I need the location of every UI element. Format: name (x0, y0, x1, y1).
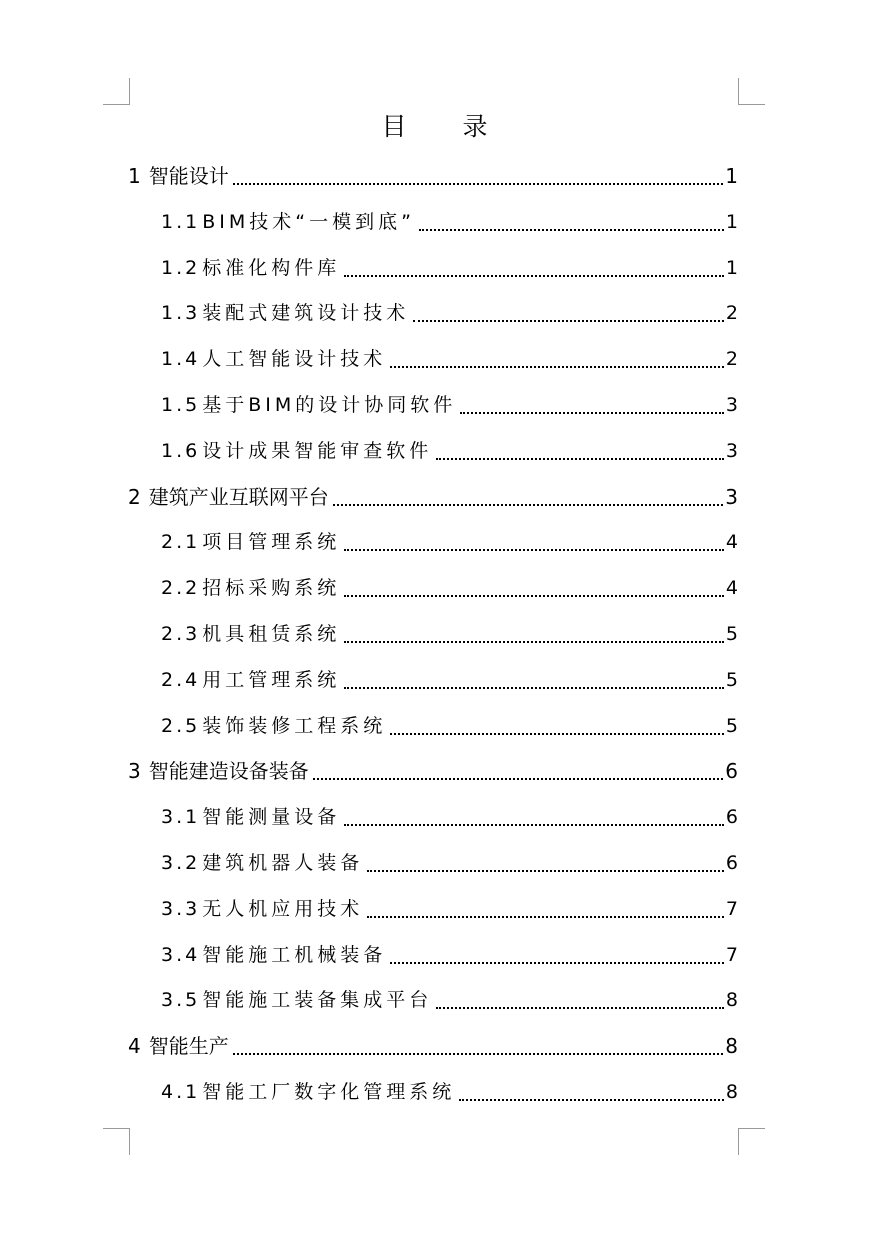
toc-entry-number: 2.3 (161, 623, 201, 645)
toc-entry-number: 2 (128, 484, 141, 509)
toc-dot-leader (313, 778, 724, 780)
toc-dot-leader (367, 870, 724, 872)
toc-dot-leader (390, 962, 724, 964)
toc-entry-label: 招标采购系统 (202, 577, 341, 600)
toc-entry-label: BIM技术“一模到底” (202, 210, 415, 233)
toc-entry-label: 智能生产 (148, 1034, 229, 1059)
toc-entry-number: 3.2 (161, 852, 201, 874)
toc-dot-leader (436, 458, 724, 460)
toc-entry-number: 2.2 (161, 577, 201, 600)
toc-entry-page-number: 7 (725, 943, 738, 966)
toc-section-entry[interactable] (161, 969, 738, 1015)
toc-entry-page-number: 4 (725, 531, 738, 554)
toc-entry-page-number: 1 (725, 210, 738, 233)
toc-section-entry[interactable] (161, 832, 738, 878)
toc-entry-number: 3.3 (161, 897, 201, 920)
toc-section-entry[interactable] (161, 420, 738, 466)
toc-chapter-entry[interactable] (128, 740, 738, 786)
toc-entry-page-number: 6 (725, 759, 738, 784)
toc-entry-number: 3.5 (161, 989, 201, 1012)
crop-mark-top-left (103, 78, 130, 105)
crop-mark-bottom-right (738, 1128, 765, 1155)
toc-entry-number: 1.3 (161, 302, 201, 325)
toc-entry-number: 3 (128, 759, 141, 784)
toc-dot-leader (390, 366, 724, 368)
toc-chapter-entry[interactable] (128, 466, 738, 512)
toc-entry-label: 智能工厂数字化管理系统 (202, 1081, 456, 1103)
toc-entry-page-number: 5 (725, 668, 738, 691)
toc-dot-leader (344, 687, 724, 689)
toc-entry-page-number: 3 (725, 394, 738, 416)
toc-dot-leader (344, 824, 724, 826)
toc-dot-leader (413, 320, 724, 322)
toc-entry-page-number: 3 (725, 439, 738, 462)
toc-entry-label: 装配式建筑设计技术 (202, 302, 410, 325)
toc-entry-number: 2.5 (161, 714, 201, 737)
toc-entry-label: 机具租赁系统 (202, 623, 341, 645)
toc-entry-page-number: 8 (725, 1081, 738, 1103)
toc-entry-number: 2.4 (161, 668, 201, 691)
toc-chapter-entry[interactable] (128, 1015, 738, 1061)
toc-dot-leader (367, 916, 724, 918)
toc-section-entry[interactable] (161, 328, 738, 374)
toc-section-entry[interactable] (161, 924, 738, 970)
toc-dot-leader (460, 412, 724, 414)
toc-entry-number: 4 (128, 1034, 141, 1059)
toc-section-entry[interactable] (161, 786, 738, 832)
toc-entry-number: 3.1 (161, 806, 201, 829)
toc-section-entry[interactable] (161, 603, 738, 649)
toc-entry-label: 无人机应用技术 (202, 897, 364, 920)
toc-entry-label: 智能建造设备装备 (148, 759, 309, 784)
toc-entry-number: 1.4 (161, 348, 201, 371)
crop-mark-top-right (738, 78, 765, 105)
toc-entry-number: 4.1 (161, 1081, 201, 1103)
toc-dot-leader (344, 275, 724, 277)
toc-entry-number: 1.5 (161, 394, 201, 416)
toc-entry-label: 智能施工装备集成平台 (202, 989, 433, 1012)
toc-entry-label: 建筑机器人装备 (202, 852, 364, 874)
toc-entry-label: 智能测量设备 (202, 806, 341, 829)
toc-entry-label: 标准化构件库 (202, 256, 341, 279)
toc-dot-leader (233, 1053, 724, 1055)
toc-dot-leader (459, 1099, 724, 1101)
toc-dot-leader (344, 641, 724, 643)
crop-mark-bottom-left (103, 1128, 130, 1155)
toc-entry-page-number: 7 (725, 897, 738, 920)
toc-dot-leader (333, 504, 724, 506)
toc-section-entry[interactable] (161, 191, 738, 237)
toc-entry-label: 设计成果智能审查软件 (202, 439, 433, 462)
toc-entry-number: 1 (128, 164, 141, 188)
toc-dot-leader (233, 183, 724, 185)
toc-entry-label: 用工管理系统 (202, 668, 341, 691)
page-title: 目 录 (381, 112, 512, 141)
toc-entry-number: 1.6 (161, 439, 201, 462)
toc-section-entry[interactable] (161, 557, 738, 603)
toc-entry-page-number: 1 (725, 164, 738, 188)
toc-entry-page-number: 5 (725, 623, 738, 645)
toc-entry-page-number: 1 (725, 256, 738, 279)
toc-entry-page-number: 2 (725, 348, 738, 371)
toc-dot-leader (419, 229, 724, 231)
toc-entry-number: 2.1 (161, 531, 201, 554)
toc-entry-label: 装饰装修工程系统 (202, 714, 387, 737)
toc-entry-page-number: 6 (725, 852, 738, 874)
toc-section-entry[interactable] (161, 649, 738, 695)
toc-entry-page-number: 4 (725, 577, 738, 600)
toc-dot-leader (344, 595, 724, 597)
toc-section-entry[interactable] (161, 1061, 738, 1107)
toc-section-entry[interactable] (161, 282, 738, 328)
toc-section-entry[interactable] (161, 511, 738, 557)
toc-entry-label: 建筑产业互联网平台 (148, 484, 329, 509)
toc-entry-number: 1.2 (161, 256, 201, 279)
toc-entry-label: 智能施工机械装备 (202, 943, 387, 966)
toc-entry-label: 基于BIM的设计协同软件 (202, 394, 457, 416)
toc-entry-label: 智能设计 (148, 164, 229, 188)
toc-entry-label: 项目管理系统 (202, 531, 341, 554)
toc-dot-leader (390, 733, 724, 735)
toc-entry-page-number: 8 (725, 1034, 738, 1059)
toc-chapter-entry[interactable] (128, 145, 738, 191)
toc-entry-number: 3.4 (161, 943, 201, 966)
toc-entry-page-number: 3 (725, 484, 738, 509)
toc-section-entry[interactable] (161, 695, 738, 741)
toc-entry-page-number: 8 (725, 989, 738, 1012)
toc-section-entry[interactable] (161, 374, 738, 420)
toc-entry-label: 人工智能设计技术 (202, 348, 387, 371)
toc-section-entry[interactable] (161, 878, 738, 924)
toc-entry-page-number: 2 (725, 302, 738, 325)
toc-section-entry[interactable] (161, 237, 738, 283)
toc-entry-page-number: 5 (725, 714, 738, 737)
toc-entry-page-number: 6 (725, 806, 738, 829)
toc-dot-leader (436, 1007, 724, 1009)
toc-entry-number: 1.1 (161, 210, 201, 233)
toc-dot-leader (344, 549, 724, 551)
